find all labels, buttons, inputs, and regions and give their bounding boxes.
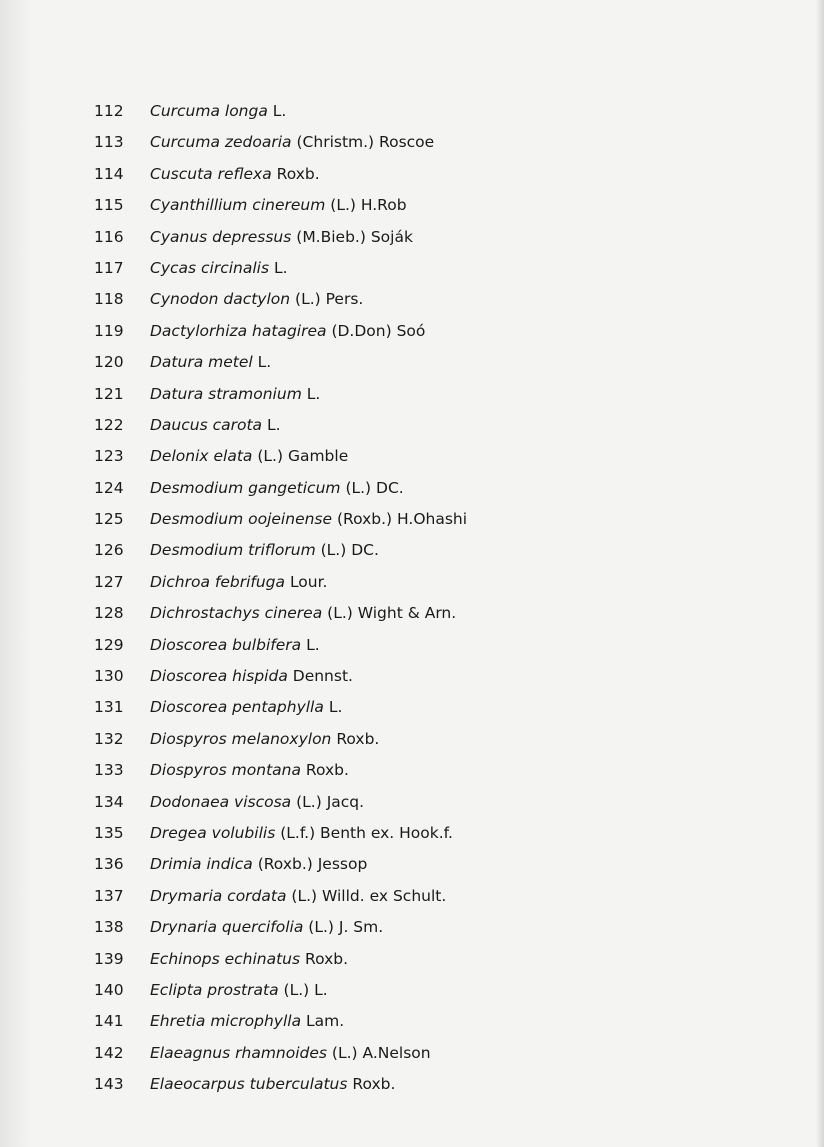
species-authority: (Roxb.) Jessop xyxy=(257,855,368,874)
species-binomial: Daucus carota xyxy=(150,415,263,434)
species-binomial: Eclipta prostrata xyxy=(150,980,279,999)
species-name xyxy=(150,127,434,158)
list-item xyxy=(0,441,824,472)
entry-number: 141 xyxy=(94,1012,124,1031)
species-name xyxy=(150,755,349,786)
species-binomial: Desmodium oojeinense xyxy=(150,510,333,529)
species-binomial: Datura stramonium xyxy=(150,384,302,403)
species-authority: (Christm.) Roscoe xyxy=(296,133,435,152)
species-authority: (M.Bieb.) Soják xyxy=(296,227,413,246)
species-binomial: Drimia indica xyxy=(150,855,253,874)
species-authority: Dennst. xyxy=(292,667,353,686)
entry-number: 129 xyxy=(94,635,124,654)
list-item xyxy=(0,1006,824,1037)
entry-number: 127 xyxy=(94,572,124,591)
species-authority: (L.) L. xyxy=(283,980,328,999)
entry-number: 142 xyxy=(94,1043,124,1062)
list-item xyxy=(0,535,824,566)
species-name xyxy=(150,1069,395,1100)
entry-number: 135 xyxy=(94,823,124,842)
entry-number: 124 xyxy=(94,478,124,497)
entry-number: 139 xyxy=(94,949,124,968)
species-binomial: Delonix elata xyxy=(150,447,253,466)
species-binomial: Cyanus depressus xyxy=(150,227,292,246)
species-name xyxy=(150,881,446,912)
entry-number: 116 xyxy=(94,227,124,246)
entry-number: 130 xyxy=(94,667,124,686)
species-binomial: Elaeagnus rhamnoides xyxy=(150,1043,327,1062)
species-name xyxy=(150,253,288,284)
species-binomial: Dregea volubilis xyxy=(150,823,276,842)
species-binomial: Desmodium triflorum xyxy=(150,541,316,560)
species-name xyxy=(150,1006,344,1037)
species-authority: Lour. xyxy=(289,572,328,591)
species-binomial: Dioscorea hispida xyxy=(150,667,288,686)
entry-number: 132 xyxy=(94,729,124,748)
species-authority: (L.) DC. xyxy=(345,478,404,497)
entry-number: 140 xyxy=(94,980,124,999)
entry-number: 133 xyxy=(94,761,124,780)
species-name xyxy=(150,96,286,127)
entry-number: 113 xyxy=(94,133,124,152)
list-item xyxy=(0,253,824,284)
species-list xyxy=(0,96,824,1101)
species-authority: (L.) Wight & Arn. xyxy=(327,604,457,623)
species-authority: (D.Don) Soó xyxy=(331,321,426,340)
entry-number: 143 xyxy=(94,1075,124,1094)
species-authority: (L.) Pers. xyxy=(295,290,364,309)
species-name xyxy=(150,975,328,1006)
entry-number: 136 xyxy=(94,855,124,874)
entry-number: 131 xyxy=(94,698,124,717)
species-authority: L. xyxy=(306,635,320,654)
species-binomial: Cynodon dactylon xyxy=(150,290,291,309)
species-authority: (L.f.) Benth ex. Hook.f. xyxy=(280,823,453,842)
species-authority: Roxb. xyxy=(276,164,320,183)
list-item xyxy=(0,96,824,127)
list-item xyxy=(0,630,824,661)
list-item xyxy=(0,379,824,410)
species-binomial: Dodonaea viscosa xyxy=(150,792,292,811)
species-authority: (L.) Jacq. xyxy=(296,792,365,811)
list-item xyxy=(0,190,824,221)
species-binomial: Dichrostachys cinerea xyxy=(150,604,323,623)
entry-number: 128 xyxy=(94,604,124,623)
species-name xyxy=(150,567,327,598)
species-binomial: Ehretia microphylla xyxy=(150,1012,302,1031)
entry-number: 121 xyxy=(94,384,124,403)
entry-number: 114 xyxy=(94,164,124,183)
entry-number: 134 xyxy=(94,792,124,811)
entry-number: 117 xyxy=(94,258,124,277)
species-name xyxy=(150,284,363,315)
species-authority: (L.) Gamble xyxy=(257,447,349,466)
species-binomial: Cuscuta reflexa xyxy=(150,164,272,183)
species-binomial: Echinops echinatus xyxy=(150,949,301,968)
list-item xyxy=(0,849,824,880)
list-item xyxy=(0,944,824,975)
species-authority: (L.) J. Sm. xyxy=(308,918,384,937)
species-authority: Roxb. xyxy=(336,729,380,748)
species-authority: L. xyxy=(328,698,343,717)
species-authority: (L.) Willd. ex Schult. xyxy=(291,886,447,905)
list-item xyxy=(0,222,824,253)
entry-number: 112 xyxy=(94,102,124,120)
species-authority: Lam. xyxy=(306,1012,345,1031)
species-name xyxy=(150,222,413,253)
list-item xyxy=(0,975,824,1006)
entry-number: 123 xyxy=(94,447,124,466)
entry-number: 125 xyxy=(94,510,124,529)
species-name xyxy=(150,630,320,661)
species-binomial: Dioscorea pentaphylla xyxy=(150,698,324,717)
species-binomial: Elaeocarpus tuberculatus xyxy=(150,1075,348,1094)
species-authority: (L.) H.Rob xyxy=(330,196,407,215)
entry-number: 137 xyxy=(94,886,124,905)
species-name xyxy=(150,849,367,880)
entry-number: 138 xyxy=(94,918,124,937)
species-binomial: Desmodium gangeticum xyxy=(150,478,341,497)
species-name xyxy=(150,347,271,378)
species-binomial: Dichroa febrifuga xyxy=(150,572,285,591)
entry-number: 118 xyxy=(94,290,124,309)
list-item xyxy=(0,787,824,818)
list-item xyxy=(0,598,824,629)
list-item xyxy=(0,159,824,190)
list-item xyxy=(0,316,824,347)
list-item xyxy=(0,692,824,723)
list-item xyxy=(0,284,824,315)
species-binomial: Dioscorea bulbifera xyxy=(150,635,302,654)
species-name xyxy=(150,818,453,849)
species-authority: (L.) A.Nelson xyxy=(331,1043,431,1062)
list-item xyxy=(0,755,824,786)
entry-number: 122 xyxy=(94,415,124,434)
species-name xyxy=(150,692,342,723)
list-item xyxy=(0,473,824,504)
species-name xyxy=(150,316,425,347)
species-name xyxy=(150,724,379,755)
species-name xyxy=(150,190,407,221)
entry-number: 120 xyxy=(94,353,124,372)
list-item xyxy=(0,881,824,912)
species-binomial: Dactylorhiza hatagirea xyxy=(150,321,327,340)
species-authority: L. xyxy=(267,415,281,434)
species-name xyxy=(150,535,379,566)
list-item xyxy=(0,567,824,598)
species-name xyxy=(150,379,320,410)
species-name xyxy=(150,661,353,692)
species-binomial: Curcuma longa xyxy=(150,102,268,120)
list-item xyxy=(0,347,824,378)
list-item xyxy=(0,818,824,849)
list-item xyxy=(0,912,824,943)
list-item xyxy=(0,1069,824,1100)
species-name xyxy=(150,441,348,472)
species-name xyxy=(150,598,456,629)
species-name xyxy=(150,944,348,975)
species-name xyxy=(150,1038,431,1069)
species-binomial: Diospyros melanoxylon xyxy=(150,729,332,748)
entry-number: 119 xyxy=(94,321,124,340)
species-name xyxy=(150,159,320,190)
species-authority: Roxb. xyxy=(352,1075,396,1094)
species-authority: L. xyxy=(306,384,321,403)
list-item xyxy=(0,661,824,692)
list-item xyxy=(0,1038,824,1069)
species-binomial: Diospyros montana xyxy=(150,761,301,780)
species-binomial: Curcuma zedoaria xyxy=(150,133,292,152)
species-binomial: Cycas circinalis xyxy=(150,258,270,277)
list-item xyxy=(0,127,824,158)
list-item xyxy=(0,724,824,755)
species-authority: L. xyxy=(274,258,288,277)
species-name xyxy=(150,473,404,504)
species-binomial: Cyanthillium cinereum xyxy=(150,196,326,215)
species-authority: Roxb. xyxy=(305,761,349,780)
entry-number: 115 xyxy=(94,196,124,215)
species-binomial: Drymaria cordata xyxy=(150,886,287,905)
species-binomial: Drynaria quercifolia xyxy=(150,918,304,937)
species-authority: L. xyxy=(257,353,272,372)
list-item xyxy=(0,410,824,441)
list-item xyxy=(0,504,824,535)
species-authority: (L.) DC. xyxy=(320,541,379,560)
species-name xyxy=(150,912,383,943)
species-authority: Roxb. xyxy=(305,949,349,968)
species-name xyxy=(150,504,467,535)
species-binomial: Datura metel xyxy=(150,353,253,372)
entry-number: 126 xyxy=(94,541,124,560)
species-authority: L. xyxy=(272,102,287,120)
species-authority: (Roxb.) H.Ohashi xyxy=(336,510,468,529)
species-name xyxy=(150,787,364,818)
species-name xyxy=(150,410,281,441)
